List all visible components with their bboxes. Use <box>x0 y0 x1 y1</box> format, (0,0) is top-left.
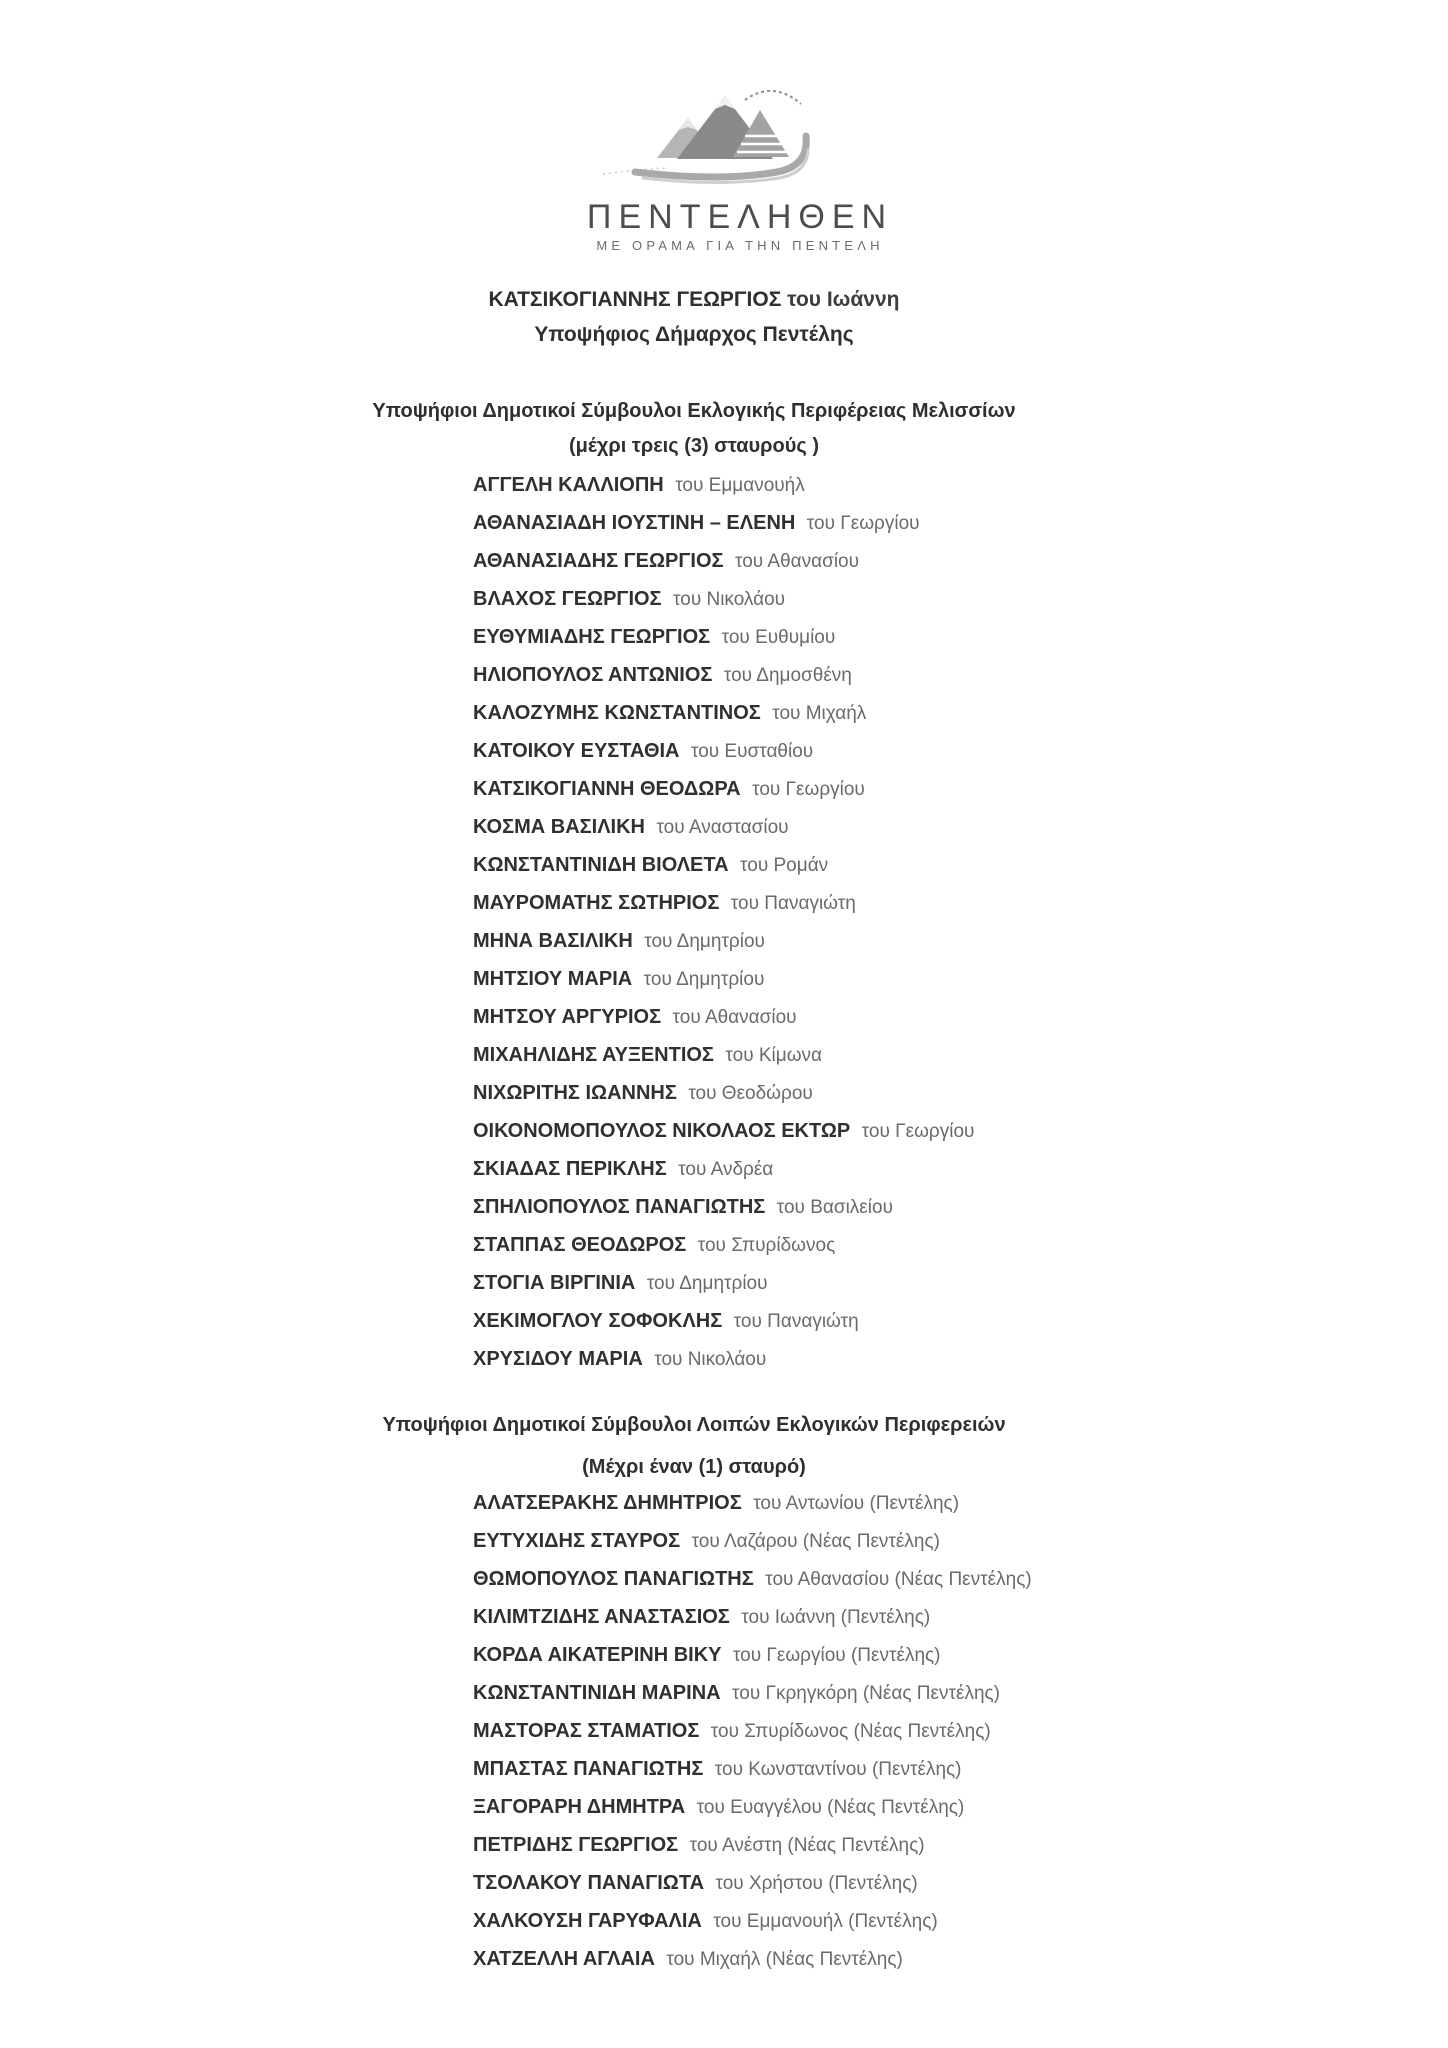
candidate-patronymic: του Μιχαήλ <box>772 703 867 724</box>
candidate-row <box>473 968 1448 991</box>
candidate-row <box>473 664 1448 687</box>
candidate-patronymic: του Γεωργίου (Πεντέλης) <box>732 1645 941 1666</box>
candidate-name: ΞΑΓΟΡΑΡΗ ΔΗΜΗΤΡΑ <box>473 1796 686 1818</box>
candidate-patronymic: του Εμμανουήλ <box>675 475 805 496</box>
candidate-name: ΘΩΜΟΠΟΥΛΟΣ ΠΑΝΑΓΙΩΤΗΣ <box>473 1568 754 1590</box>
candidate-row <box>473 854 1448 877</box>
candidate-name: ΚΩΝΣΤΑΝΤΙΝΙΔΗ ΜΑΡΙΝΑ <box>473 1682 721 1704</box>
candidate-row <box>473 702 1448 725</box>
mayor-candidate-name: ΚΑΤΣΙΚΟΓΙΑΝΝΗΣ ΓΕΩΡΓΙΟΣ <box>488 288 782 311</box>
candidate-patronymic: του Σπυρίδωνος <box>697 1235 836 1256</box>
candidate-name: ΚΑΤΟΙΚΟΥ ΕΥΣΤΑΘΙΑ <box>473 740 680 762</box>
candidate-patronymic: του Γκρηγκόρη (Νέας Πεντέλης) <box>732 1683 1000 1704</box>
candidate-name: ΑΛΑΤΣΕΡΑΚΗΣ ΔΗΜΗΤΡΙΟΣ <box>473 1492 742 1514</box>
candidate-name: ΜΠΑΣΤΑΣ ΠΑΝΑΓΙΩΤΗΣ <box>473 1758 704 1780</box>
candidate-name: ΚΑΛΟΖΥΜΗΣ ΚΩΝΣΤΑΝΤΙΝΟΣ <box>473 702 761 724</box>
candidate-patronymic: του Γεωργίου <box>861 1121 975 1142</box>
candidate-row <box>473 512 1448 535</box>
candidate-patronymic: του Γεωργίου <box>806 513 920 534</box>
candidate-name: ΚΟΡΔΑ ΑΙΚΑΤΕΡΙΝΗ ΒΙΚΥ <box>473 1644 722 1666</box>
candidate-name: ΟΙΚΟΝΟΜΟΠΟΥΛΟΣ ΝΙΚΟΛΑΟΣ ΕΚΤΩΡ <box>473 1120 851 1142</box>
candidate-patronymic: του Παναγιώτη <box>733 1311 859 1332</box>
mountains-logo-icon <box>595 78 885 196</box>
candidate-patronymic: του Αναστασίου <box>656 817 789 838</box>
candidate-row <box>473 1910 1448 1933</box>
candidate-name: ΜΗΝΑ ΒΑΣΙΛΙΚΗ <box>473 930 633 952</box>
section-other-districts-subtitle: (Μέχρι έναν (1) σταυρό) <box>582 1456 806 1478</box>
candidate-row <box>473 930 1448 953</box>
logo-brand-text: ΠΕΝΤΕΛΗΘΕΝ <box>586 198 894 236</box>
candidate-row <box>473 1492 1448 1515</box>
candidate-patronymic: του Ρομάν <box>740 855 829 876</box>
candidate-row <box>473 1044 1448 1067</box>
candidate-patronymic: του Δημητρίου <box>644 931 765 952</box>
candidate-patronymic: του Παναγιώτη <box>730 893 856 914</box>
section-melissia-title: Υποψήφιοι Δημοτικοί Σύμβουλοι Εκλογικής Περιφέρειας Μελισσίων <box>372 400 1016 422</box>
candidate-row <box>473 1530 1448 1553</box>
candidate-name: ΕΥΘΥΜΙΑΔΗΣ ΓΕΩΡΓΙΟΣ <box>473 626 711 648</box>
candidate-row <box>473 1606 1448 1629</box>
candidate-patronymic: του Κωνσταντίνου (Πεντέλης) <box>714 1759 962 1780</box>
candidate-list-melissia <box>473 474 1448 1371</box>
candidate-name: ΧΡΥΣΙΔΟΥ ΜΑΡΙΑ <box>473 1348 643 1370</box>
candidate-patronymic: του Ανδρέα <box>678 1159 774 1180</box>
candidate-row <box>473 474 1448 497</box>
candidate-name: ΠΕΤΡΙΔΗΣ ΓΕΩΡΓΙΟΣ <box>473 1834 679 1856</box>
candidate-row <box>473 626 1448 649</box>
section-melissia-subtitle: (μέχρι τρεις (3) σταυρούς ) <box>568 435 820 457</box>
candidate-name: ΜΑΥΡΟΜΑΤΗΣ ΣΩΤΗΡΙΟΣ <box>473 892 720 914</box>
candidate-patronymic: του Μιχαήλ (Νέας Πεντέλης) <box>666 1949 903 1970</box>
candidate-row <box>473 1948 1448 1971</box>
section-other-districts-title: Υποψήφιοι Δημοτικοί Σύμβουλοι Λοιπών Εκλογικών Περιφερειών <box>382 1414 1006 1436</box>
candidate-name: ΜΑΣΤΟΡΑΣ ΣΤΑΜΑΤΙΟΣ <box>473 1720 700 1742</box>
pentelithen-logo <box>586 0 894 254</box>
candidate-name: ΒΛΑΧΟΣ ΓΕΩΡΓΙΟΣ <box>473 588 662 610</box>
candidate-row <box>473 1682 1448 1705</box>
candidate-patronymic: του Νικολάου <box>654 1349 767 1370</box>
candidate-row <box>473 1082 1448 1105</box>
candidate-row <box>473 1872 1448 1895</box>
candidate-patronymic: του Δημοσθένη <box>723 665 852 686</box>
candidate-patronymic: του Ιωάννη (Πεντέλης) <box>741 1607 931 1628</box>
candidate-row <box>473 1834 1448 1857</box>
candidate-row <box>473 1006 1448 1029</box>
candidate-name: ΑΘΑΝΑΣΙΑΔΗΣ ΓΕΩΡΓΙΟΣ <box>473 550 724 572</box>
candidate-name: ΑΓΓΕΛΗ ΚΑΛΛΙΟΠΗ <box>473 474 664 496</box>
candidate-patronymic: του Νικολάου <box>673 589 786 610</box>
candidate-name: ΚΑΤΣΙΚΟΓΙΑΝΝΗ ΘΕΟΔΩΡΑ <box>473 778 741 800</box>
candidate-row <box>473 740 1448 763</box>
candidate-row <box>473 588 1448 611</box>
candidate-patronymic: του Ευσταθίου <box>690 741 814 762</box>
candidate-name: ΣΚΙΑΔΑΣ ΠΕΡΙΚΛΗΣ <box>473 1158 667 1180</box>
candidate-name: ΧΑΤΖΕΛΛΗ ΑΓΛΑΙΑ <box>473 1948 655 1970</box>
mayor-candidate-patronymic: του Ιωάννη <box>787 288 900 311</box>
candidate-list-other-districts <box>473 1492 1448 1971</box>
candidate-patronymic: του Αντωνίου (Πεντέλης) <box>753 1493 960 1514</box>
candidate-name: ΚΟΣΜΑ ΒΑΣΙΛΙΚΗ <box>473 816 645 838</box>
logo-tagline-text: ΜΕ ΟΡΑΜΑ ΓΙΑ ΤΗΝ ΠΕΝΤΕΛΗ <box>596 238 884 253</box>
candidate-row <box>473 816 1448 839</box>
candidate-patronymic: του Γεωργίου <box>752 779 865 800</box>
candidate-row <box>473 1568 1448 1591</box>
candidate-row <box>473 892 1448 915</box>
candidate-row <box>473 1720 1448 1743</box>
mayor-role-line: Υποψήφιος Δήμαρχος Πεντέλης <box>534 323 854 346</box>
candidate-patronymic: του Αθανασίου (Νέας Πεντέλης) <box>765 1569 1032 1590</box>
candidate-patronymic: του Αθανασίου <box>672 1007 797 1028</box>
candidate-patronymic: του Βασιλείου <box>776 1197 893 1218</box>
candidate-name: ΣΠΗΛΙΟΠΟΥΛΟΣ ΠΑΝΑΓΙΩΤΗΣ <box>473 1196 766 1218</box>
candidate-row <box>473 1310 1448 1333</box>
candidate-row <box>473 550 1448 573</box>
candidate-name: ΑΘΑΝΑΣΙΑΔΗ ΙΟΥΣΤΙΝΗ – ΕΛΕΝΗ <box>473 512 796 534</box>
candidate-row <box>473 1196 1448 1219</box>
candidate-name: ΕΥΤΥΧΙΔΗΣ ΣΤΑΥΡΟΣ <box>473 1530 681 1552</box>
candidate-patronymic: του Θεοδώρου <box>688 1083 813 1104</box>
candidate-patronymic: του Ευαγγέλου (Νέας Πεντέλης) <box>696 1797 965 1818</box>
candidate-row <box>473 1796 1448 1819</box>
candidate-patronymic: του Αθανασίου <box>734 551 860 572</box>
candidate-name: ΝΙΧΩΡΙΤΗΣ ΙΩΑΝΝΗΣ <box>473 1082 677 1104</box>
candidate-row <box>473 1120 1448 1143</box>
candidate-patronymic: του Εμμανουήλ (Πεντέλης) <box>713 1911 938 1932</box>
candidate-name: ΜΗΤΣΙΟΥ ΜΑΡΙΑ <box>473 968 633 990</box>
candidate-row <box>473 1158 1448 1181</box>
candidate-name: ΣΤΑΠΠΑΣ ΘΕΟΔΩΡΟΣ <box>473 1234 687 1256</box>
candidate-name: ΧΕΚΙΜΟΓΛΟΥ ΣΟΦΟΚΛΗΣ <box>473 1310 723 1332</box>
candidate-row <box>473 1234 1448 1257</box>
candidate-patronymic: του Σπυρίδωνος (Νέας Πεντέλης) <box>710 1721 991 1742</box>
candidate-patronymic: του Ανέστη (Νέας Πεντέλης) <box>689 1835 925 1856</box>
candidate-name: ΧΑΛΚΟΥΣΗ ΓΑΡΥΦΑΛΙΑ <box>473 1910 702 1932</box>
candidate-name: ΚΙΛΙΜΤΖΙΔΗΣ ΑΝΑΣΤΑΣΙΟΣ <box>473 1606 730 1628</box>
candidate-patronymic: του Λαζάρου (Νέας Πεντέλης) <box>691 1531 940 1552</box>
candidate-row <box>473 1272 1448 1295</box>
candidate-name: ΗΛΙΟΠΟΥΛΟΣ ΑΝΤΩΝΙΟΣ <box>473 664 713 686</box>
candidate-patronymic: του Ευθυμίου <box>721 627 836 648</box>
candidate-patronymic: του Δημητρίου <box>646 1273 768 1294</box>
candidate-name: ΤΣΟΛΑΚΟΥ ΠΑΝΑΓΙΩΤΑ <box>473 1872 705 1894</box>
candidate-name: ΜΙΧΑΗΛΙΔΗΣ ΑΥΞΕΝΤΙΟΣ <box>473 1044 714 1066</box>
candidate-name: ΣΤΟΓΙΑ ΒΙΡΓΙΝΙΑ <box>473 1272 636 1294</box>
candidate-name: ΚΩΝΣΤΑΝΤΙΝΙΔΗ ΒΙΟΛΕΤΑ <box>473 854 729 876</box>
candidate-row <box>473 1758 1448 1781</box>
candidate-patronymic: του Κίμωνα <box>725 1045 823 1066</box>
candidate-row <box>473 778 1448 801</box>
candidate-row <box>473 1644 1448 1667</box>
candidate-patronymic: του Χρήστου (Πεντέλης) <box>715 1873 918 1894</box>
candidate-patronymic: του Δημητρίου <box>643 969 765 990</box>
mayor-candidate-line <box>0 288 1448 312</box>
candidate-name: ΜΗΤΣΟΥ ΑΡΓΥΡΙΟΣ <box>473 1006 662 1028</box>
candidate-row <box>473 1348 1448 1371</box>
